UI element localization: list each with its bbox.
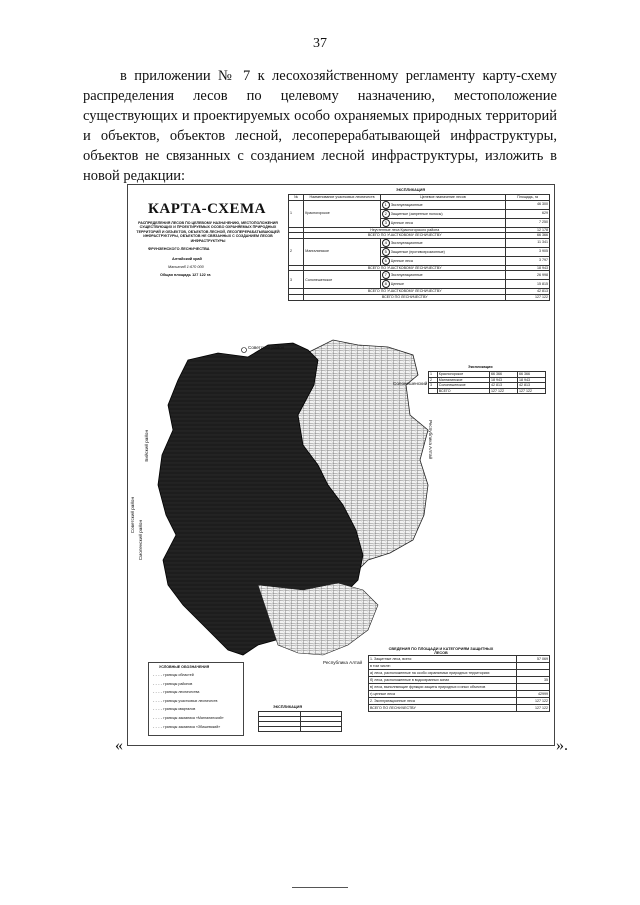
summary-cell: 66 366 <box>518 372 546 378</box>
row-area: 26 998 <box>506 271 550 280</box>
legend-item <box>153 716 224 720</box>
row-area: 46 300 <box>506 200 550 209</box>
bottom-row <box>369 691 550 698</box>
bottom-value <box>517 684 550 691</box>
legend-item <box>153 690 199 694</box>
summary-cell: Солонешенское <box>437 383 489 389</box>
bottom-label: в том числе: <box>369 663 517 670</box>
purpose-code-badge: 4 <box>382 239 390 247</box>
summary-cell: 42 813 <box>518 383 546 389</box>
explication-table: № Наименование участковых лесничеств Целевое назначение лесов Площадь, га 1 Красногорское 1 Эксплуатационные 46 300 2 Защитные (запретные полосы) 629 3 Ценные леса 7 250 Неучтенные леса Красногорского района 12 178 ВСЕГО ПО УЧАСТКОВОМУ ЛЕСНИЧЕСТВУ 66 366 2 Мангалинское 4 Эксплуатационные 11 341 5 Защитные (противоэрозионные) 3 905 6 Ценные леса 3 797 ВСЕГО ПО УЧАСТКОВОМУ ЛЕСНИЧЕСТВУ 18 943 3 Солонешенское 7 Эксплуатационные 26 998 8 Ценные 15 815 ВСЕГО ПО УЧАСТКОВОМУ ЛЕСНИЧЕСТВУ 42 813 ВСЕГО ПО ЛЕСНИЧЕСТВУ 127 122 <box>290 195 548 299</box>
row-area: 12 178 <box>506 227 550 233</box>
row-area: 3 797 <box>506 256 550 265</box>
row-area: 629 <box>506 209 550 218</box>
bottom-value: 42999 <box>517 691 550 698</box>
row-name: ВСЕГО ПО ЛЕСНИЧЕСТВУ <box>304 294 506 300</box>
row-area: 11 341 <box>506 238 550 247</box>
legend-label: границы заказника «Збишевский» <box>163 724 221 729</box>
row-number: 1 <box>289 200 304 227</box>
small-table-title: Экспликация <box>468 365 493 369</box>
bottom-label: 1. Защитные леса, всего: <box>369 656 517 663</box>
map-forestry: ФРУНЗЕНСКОГО ЛЕСНИЧЕСТВА <box>148 247 210 251</box>
row-area: 127 122 <box>506 294 550 300</box>
row-name: Неучтенные леса Красногорского района <box>304 227 506 233</box>
quote-close: ». <box>556 737 568 754</box>
summary-cell: Красногорское <box>437 372 489 378</box>
map-sheet <box>127 184 555 746</box>
row-number: 3 <box>289 271 304 289</box>
bottom-label: в) леса, выполняющие функции защиты природных и иных объектов <box>369 684 517 691</box>
bottom-row <box>369 656 550 663</box>
row-area: 15 815 <box>506 280 550 289</box>
row-area: 18 943 <box>506 265 550 271</box>
bottom-row <box>369 684 550 691</box>
purpose-label: Эксплуатационные <box>389 202 423 207</box>
row-number: 2 <box>289 238 304 265</box>
summary-cell: 42 813 <box>490 383 518 389</box>
bottom-row <box>369 663 550 670</box>
legend-swatch: - - - - <box>153 724 164 729</box>
legend-swatch: - - - - <box>153 690 164 695</box>
legend-swatch: - - - - <box>153 716 164 720</box>
row-name: Красногорское <box>304 200 380 227</box>
bottom-label: а) леса, расположенные на особо охраняемых природных территориях <box>369 670 517 677</box>
summary-cell: 1 <box>429 372 438 378</box>
bottom-rule <box>292 887 348 888</box>
row-area: 3 905 <box>506 247 550 256</box>
sig-title: ЭКСПЛИКАЦИЯ <box>273 705 303 709</box>
bottom-table <box>368 655 550 712</box>
purpose-code-badge: 5 <box>382 248 390 256</box>
row-name: Мангалинское <box>304 238 380 265</box>
label-sw2: Смоленский район <box>138 520 143 561</box>
legend-label: границы лесничества <box>163 690 200 695</box>
purpose-label: Защитные (запретные полосы) <box>389 211 443 216</box>
legend-item <box>153 707 195 711</box>
summary-cell: 2 <box>429 377 438 383</box>
purpose-label: Защитные (противоэрозионные) <box>389 249 445 254</box>
label-south: Республика Алтай <box>323 660 363 665</box>
signature-table <box>258 711 342 732</box>
legend-item <box>153 682 192 686</box>
purpose-code-badge: 6 <box>382 257 390 265</box>
row-name: ВСЕГО ПО УЧАСТКОВОМУ ЛЕСНИЧЕСТВУ <box>304 265 506 271</box>
bottom-value: 35 <box>517 677 550 684</box>
label-east-top: Солонешенский <box>393 381 428 386</box>
bottom-value: 127 122 <box>517 698 550 705</box>
legend-swatch: - - - - <box>153 707 164 712</box>
bottom-row <box>369 670 550 677</box>
legend-label: границы районов <box>163 681 193 686</box>
purpose-code-badge: 8 <box>382 280 390 288</box>
legend-label: границы участковых лесничеств <box>163 698 218 703</box>
summary-cell: 18 943 <box>490 377 518 383</box>
label-west: Бийский район <box>144 430 149 462</box>
legend-item <box>153 673 194 677</box>
legend-swatch: - - - - <box>153 681 164 686</box>
legend-label: границы заказника «Мангалинский» <box>163 716 224 720</box>
bottom-row <box>369 677 550 684</box>
intro-paragraph: в приложении № 7 к лесохозяйственному регламенту карту-схему распределения лесов по целевому назначению, местоположение существующих и проектируемых особо охраняемых природных территорий и объектов, объектов лесной, лесоперерабатывающей инфраструктуры, объектов не связанных с созданием лесной инфраструктуры, изложить в новой редакции: <box>83 68 557 184</box>
summary-cell: 3 <box>429 383 438 389</box>
summary-cell: 127 122 <box>518 388 546 394</box>
quote-open: « <box>115 737 123 754</box>
summary-cell: ВСЕГО <box>437 388 489 394</box>
page-number: 37 <box>313 36 327 51</box>
settlement-marker <box>242 348 247 353</box>
summary-cell: 66 366 <box>490 372 518 378</box>
purpose-label: Ценные леса <box>389 220 413 225</box>
map-region: Алтайский край <box>172 257 202 261</box>
label-sw1: Советский район <box>130 497 135 534</box>
purpose-code-badge: 7 <box>382 271 390 279</box>
legend-box <box>148 662 244 736</box>
bottom-row <box>369 698 550 705</box>
purpose-code-badge: 2 <box>382 210 390 218</box>
row-area: 42 813 <box>506 289 550 295</box>
legend-item <box>153 699 217 703</box>
map-total-area: Общая площадь 127 122 га <box>160 273 211 277</box>
legend-item <box>153 725 220 729</box>
bottom-table-title: СВЕДЕНИЯ ПО ПЛОЩАДИ И КАТЕГОРИЯМ ЗАЩИТНЫХ ЛЕСОВ <box>388 647 494 655</box>
map-title: КАРТА-СХЕМА <box>148 201 266 217</box>
row-area: 7 250 <box>506 218 550 227</box>
bottom-label: г) ценные леса <box>369 691 517 698</box>
explication-title: ЭКСПЛИКАЦИЯ <box>396 188 426 192</box>
summary-cell: Мангалинское <box>437 377 489 383</box>
bottom-label: б) леса, расположенные в водоохранных зонах <box>369 677 517 684</box>
legend-swatch: - - - - <box>153 698 164 703</box>
purpose-code-badge: 3 <box>382 219 390 227</box>
label-east: Республика Алтай <box>428 420 433 460</box>
bottom-value: 57 069 <box>517 656 550 663</box>
row-area: 66 366 <box>506 233 550 239</box>
purpose-label: Ценные леса <box>389 258 413 263</box>
row-name: Солонешенское <box>304 271 380 289</box>
legend-swatch: - - - - <box>153 673 164 677</box>
forest-territory-south <box>258 583 378 655</box>
bottom-value <box>517 670 550 677</box>
row-name: ВСЕГО ПО УЧАСТКОВОМУ ЛЕСНИЧЕСТВУ <box>304 289 506 295</box>
bottom-value <box>517 663 550 670</box>
bottom-label: ВСЕГО ПО ЛЕСНИЧЕСТВУ <box>369 705 517 712</box>
purpose-code-badge: 1 <box>382 201 390 209</box>
purpose-label: Ценные <box>389 282 404 287</box>
row-name: ВСЕГО ПО УЧАСТКОВОМУ ЛЕСНИЧЕСТВУ <box>304 233 506 239</box>
label-north: Советский район <box>248 345 285 350</box>
purpose-label: Эксплуатационные <box>389 240 423 245</box>
summary-cell: 127 122 <box>490 388 518 394</box>
map-caption: РАСПРЕДЕЛЕНИЯ ЛЕСОВ ПО ЦЕЛЕВОМУ НАЗНАЧЕНИЮ, МЕСТОПОЛОЖЕНИЯ СУЩЕСТВУЮЩИХ И ПРОЕКТИРУЕМЫХ ОСОБО ОХРАНЯЕМЫХ ПРИРОДНЫХ ТЕРРИТОРИЙ И ОБЪЕКТОВ, ОБЪЕКТОВ ЛЕСНОЙ, ЛЕСОПЕРЕРАБАТЫВАЮЩЕЙ ИНФРАСТРУКТУРЫ, ОБЪЕКТОВ НЕ СВЯЗАННЫХ С СОЗДАНИЕМ ЛЕСОВ ИНФРАСТРУКТУРЫ <box>136 221 280 243</box>
bottom-label: 2. Эксплуатационные леса <box>369 698 517 705</box>
purpose-label: Эксплуатационные <box>389 273 423 278</box>
legend-title: УСЛОВНЫЕ ОБОЗНАЧЕНИЯ <box>159 665 210 669</box>
map-scale: Масштаб 1:670 000 <box>168 265 204 269</box>
legend-label: границы кварталов <box>163 707 196 712</box>
bottom-row <box>369 705 550 712</box>
legend-label: границы областей <box>163 673 194 677</box>
summary-cell: 18 943 <box>518 377 546 383</box>
bottom-value: 127 122 <box>517 705 550 712</box>
